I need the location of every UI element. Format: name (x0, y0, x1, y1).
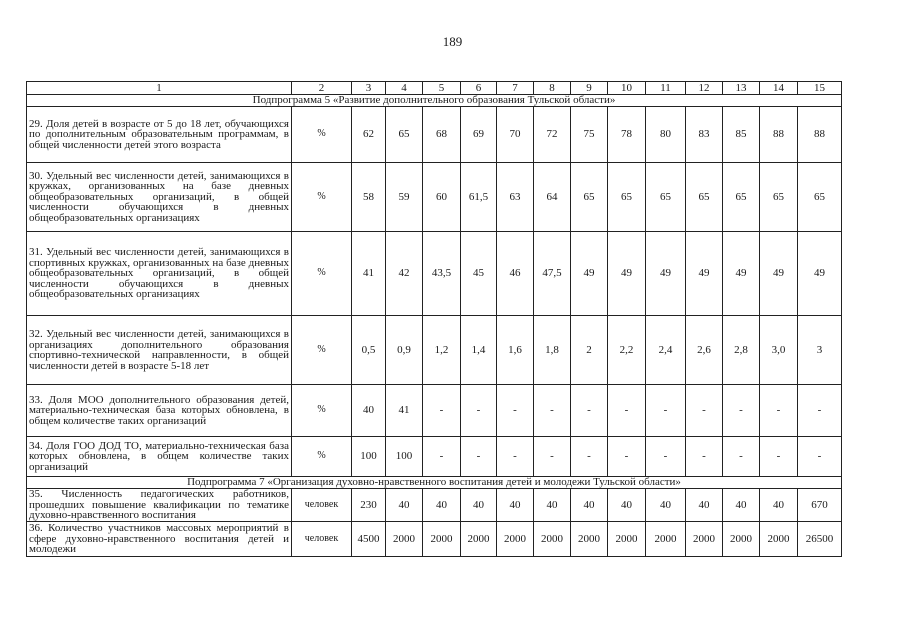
indicator-value: 2000 (646, 522, 686, 557)
indicator-value: 4500 (352, 522, 386, 557)
indicator-unit: % (292, 385, 352, 437)
indicator-value: 65 (723, 163, 760, 232)
indicator-value: 49 (760, 232, 798, 316)
column-number: 15 (798, 82, 842, 95)
indicator-value: - (723, 437, 760, 477)
indicator-unit: % (292, 107, 352, 163)
indicator-value: 41 (352, 232, 386, 316)
indicator-value: - (646, 437, 686, 477)
indicator-value: 2,6 (686, 316, 723, 385)
indicator-value: 2000 (423, 522, 461, 557)
indicator-value: 49 (646, 232, 686, 316)
indicator-unit: человек (292, 489, 352, 522)
indicator-value: 40 (352, 385, 386, 437)
indicator-description: 31. Удельный вес численности детей, занимающихся в спортивных кружках, организованных на базе дневных общеобразовательных организаций, в общей численности обучающихся в дневных общеобразовательных организациях (27, 232, 292, 316)
indicator-value: - (608, 437, 646, 477)
column-number: 13 (723, 82, 760, 95)
indicator-value: 65 (760, 163, 798, 232)
indicator-value: 40 (608, 489, 646, 522)
subprogram-title: Подпрограмма 7 «Организация духовно-нравственного воспитания детей и молодежи Тульской области» (27, 477, 842, 489)
table-row (27, 232, 842, 316)
column-number: 6 (461, 82, 497, 95)
indicator-value: 2000 (534, 522, 571, 557)
subprogram-header-row (27, 477, 842, 489)
indicator-value: - (723, 385, 760, 437)
indicator-value: - (571, 437, 608, 477)
indicator-value: - (760, 437, 798, 477)
indicator-value: 0,5 (352, 316, 386, 385)
indicator-value: 65 (571, 163, 608, 232)
indicator-value: - (534, 385, 571, 437)
indicator-value: - (423, 437, 461, 477)
indicator-value: 0,9 (386, 316, 423, 385)
column-number: 2 (292, 82, 352, 95)
indicator-value: 40 (497, 489, 534, 522)
indicator-value: 2,4 (646, 316, 686, 385)
indicator-value: 75 (571, 107, 608, 163)
indicator-unit: человек (292, 522, 352, 557)
indicator-value: 88 (798, 107, 842, 163)
table-body (27, 82, 842, 557)
column-number-row (27, 82, 842, 95)
indicator-value: 58 (352, 163, 386, 232)
indicator-value: 65 (386, 107, 423, 163)
indicator-value: 3,0 (760, 316, 798, 385)
indicator-value: 65 (608, 163, 646, 232)
indicator-value: 63 (497, 163, 534, 232)
column-number: 10 (608, 82, 646, 95)
column-number: 3 (352, 82, 386, 95)
indicator-value: 40 (461, 489, 497, 522)
indicator-value: - (571, 385, 608, 437)
indicator-value: 1,4 (461, 316, 497, 385)
indicator-value: - (798, 437, 842, 477)
indicator-unit: % (292, 437, 352, 477)
indicator-value: 40 (423, 489, 461, 522)
indicator-value: 100 (386, 437, 423, 477)
indicator-value: 64 (534, 163, 571, 232)
indicator-value: 2,2 (608, 316, 646, 385)
column-number: 9 (571, 82, 608, 95)
indicator-value: 2000 (497, 522, 534, 557)
indicator-value: 49 (608, 232, 646, 316)
indicator-value: 1,6 (497, 316, 534, 385)
column-number: 8 (534, 82, 571, 95)
indicator-value: 72 (534, 107, 571, 163)
indicator-value: 47,5 (534, 232, 571, 316)
indicator-value: 2000 (461, 522, 497, 557)
indicator-unit: % (292, 232, 352, 316)
column-number: 1 (27, 82, 292, 95)
indicator-value: 45 (461, 232, 497, 316)
indicator-value: - (608, 385, 646, 437)
indicator-value: 2000 (723, 522, 760, 557)
indicator-value: 61,5 (461, 163, 497, 232)
indicator-value: 49 (686, 232, 723, 316)
indicator-value: 42 (386, 232, 423, 316)
indicator-value: - (423, 385, 461, 437)
indicator-value: 1,8 (534, 316, 571, 385)
indicator-value: 40 (686, 489, 723, 522)
indicator-value: 46 (497, 232, 534, 316)
indicator-value: - (461, 385, 497, 437)
indicator-value: 60 (423, 163, 461, 232)
indicator-description: 33. Доля МОО дополнительного образования детей, материально-техническая база которых обновлена, в общем количестве таких организаций (27, 385, 292, 437)
indicator-description: 29. Доля детей в возрасте от 5 до 18 лет, обучающихся по дополнительным образовательным программам, в общей численности детей этого возраста (27, 107, 292, 163)
indicator-value: 49 (798, 232, 842, 316)
indicator-value: 65 (798, 163, 842, 232)
indicator-value: 83 (686, 107, 723, 163)
page-number: 189 (442, 34, 463, 49)
indicator-value: - (461, 437, 497, 477)
indicator-value: 1,2 (423, 316, 461, 385)
indicator-value: 40 (386, 489, 423, 522)
indicators-table (26, 81, 842, 557)
indicator-value: 41 (386, 385, 423, 437)
indicator-description: 35. Численность педагогических работников, прошедших повышение квалификации по тематике духовно-нравственного воспитания (27, 489, 292, 522)
table-row (27, 163, 842, 232)
indicator-description: 30. Удельный вес численности детей, занимающихся в кружках, организованных на базе дневных общеобразовательных организаций, в общей численности обучающихся в дневных общеобразовательных организациях (27, 163, 292, 232)
indicator-value: 40 (571, 489, 608, 522)
indicator-value: 2 (571, 316, 608, 385)
indicator-value: - (534, 437, 571, 477)
column-number: 7 (497, 82, 534, 95)
indicator-unit: % (292, 316, 352, 385)
column-number: 11 (646, 82, 686, 95)
indicator-value: 69 (461, 107, 497, 163)
column-number: 5 (423, 82, 461, 95)
indicator-value: 40 (723, 489, 760, 522)
subprogram-title: Подпрограмма 5 «Развитие дополнительного образования Тульской области» (27, 95, 842, 107)
indicator-value: 40 (534, 489, 571, 522)
indicator-description: 32. Удельный вес численности детей, занимающихся в организациях дополнительного образования спортивно-технической направленности, в общей численности детей в возрасте 5-18 лет (27, 316, 292, 385)
indicator-description: 34. Доля ГОО ДОД ТО, материально-техническая база которых обновлена, в общем количестве таких организаций (27, 437, 292, 477)
indicator-value: 85 (723, 107, 760, 163)
indicator-value: 2000 (571, 522, 608, 557)
table-row (27, 437, 842, 477)
table-row (27, 316, 842, 385)
indicator-value: 70 (497, 107, 534, 163)
table-row (27, 522, 842, 557)
indicator-value: 2000 (686, 522, 723, 557)
indicator-value: - (798, 385, 842, 437)
subprogram-header-row (27, 95, 842, 107)
indicator-value: 100 (352, 437, 386, 477)
indicator-unit: % (292, 163, 352, 232)
indicator-value: 670 (798, 489, 842, 522)
indicator-value: 49 (571, 232, 608, 316)
table-row (27, 489, 842, 522)
indicator-value: 62 (352, 107, 386, 163)
indicator-value: - (497, 385, 534, 437)
indicator-value: 230 (352, 489, 386, 522)
indicator-value: - (646, 385, 686, 437)
table-row (27, 107, 842, 163)
indicator-value: 88 (760, 107, 798, 163)
indicator-value: 2000 (386, 522, 423, 557)
indicator-value: 40 (760, 489, 798, 522)
indicator-value: 43,5 (423, 232, 461, 316)
indicator-value: 2,8 (723, 316, 760, 385)
indicator-value: 49 (723, 232, 760, 316)
indicator-value: 65 (646, 163, 686, 232)
indicator-value: 3 (798, 316, 842, 385)
indicator-value: 2000 (608, 522, 646, 557)
indicator-value: 2000 (760, 522, 798, 557)
indicator-value: 26500 (798, 522, 842, 557)
indicator-value: 78 (608, 107, 646, 163)
indicator-value: 68 (423, 107, 461, 163)
indicator-value: - (760, 385, 798, 437)
indicator-value: 65 (686, 163, 723, 232)
indicator-value: 59 (386, 163, 423, 232)
indicator-value: - (686, 437, 723, 477)
indicator-value: - (686, 385, 723, 437)
indicator-description: 36. Количество участников массовых мероприятий в сфере духовно-нравственного воспитания детей и молодежи (27, 522, 292, 557)
table-row (27, 385, 842, 437)
indicator-value: 40 (646, 489, 686, 522)
indicator-value: 80 (646, 107, 686, 163)
column-number: 4 (386, 82, 423, 95)
column-number: 12 (686, 82, 723, 95)
column-number: 14 (760, 82, 798, 95)
indicator-value: - (497, 437, 534, 477)
